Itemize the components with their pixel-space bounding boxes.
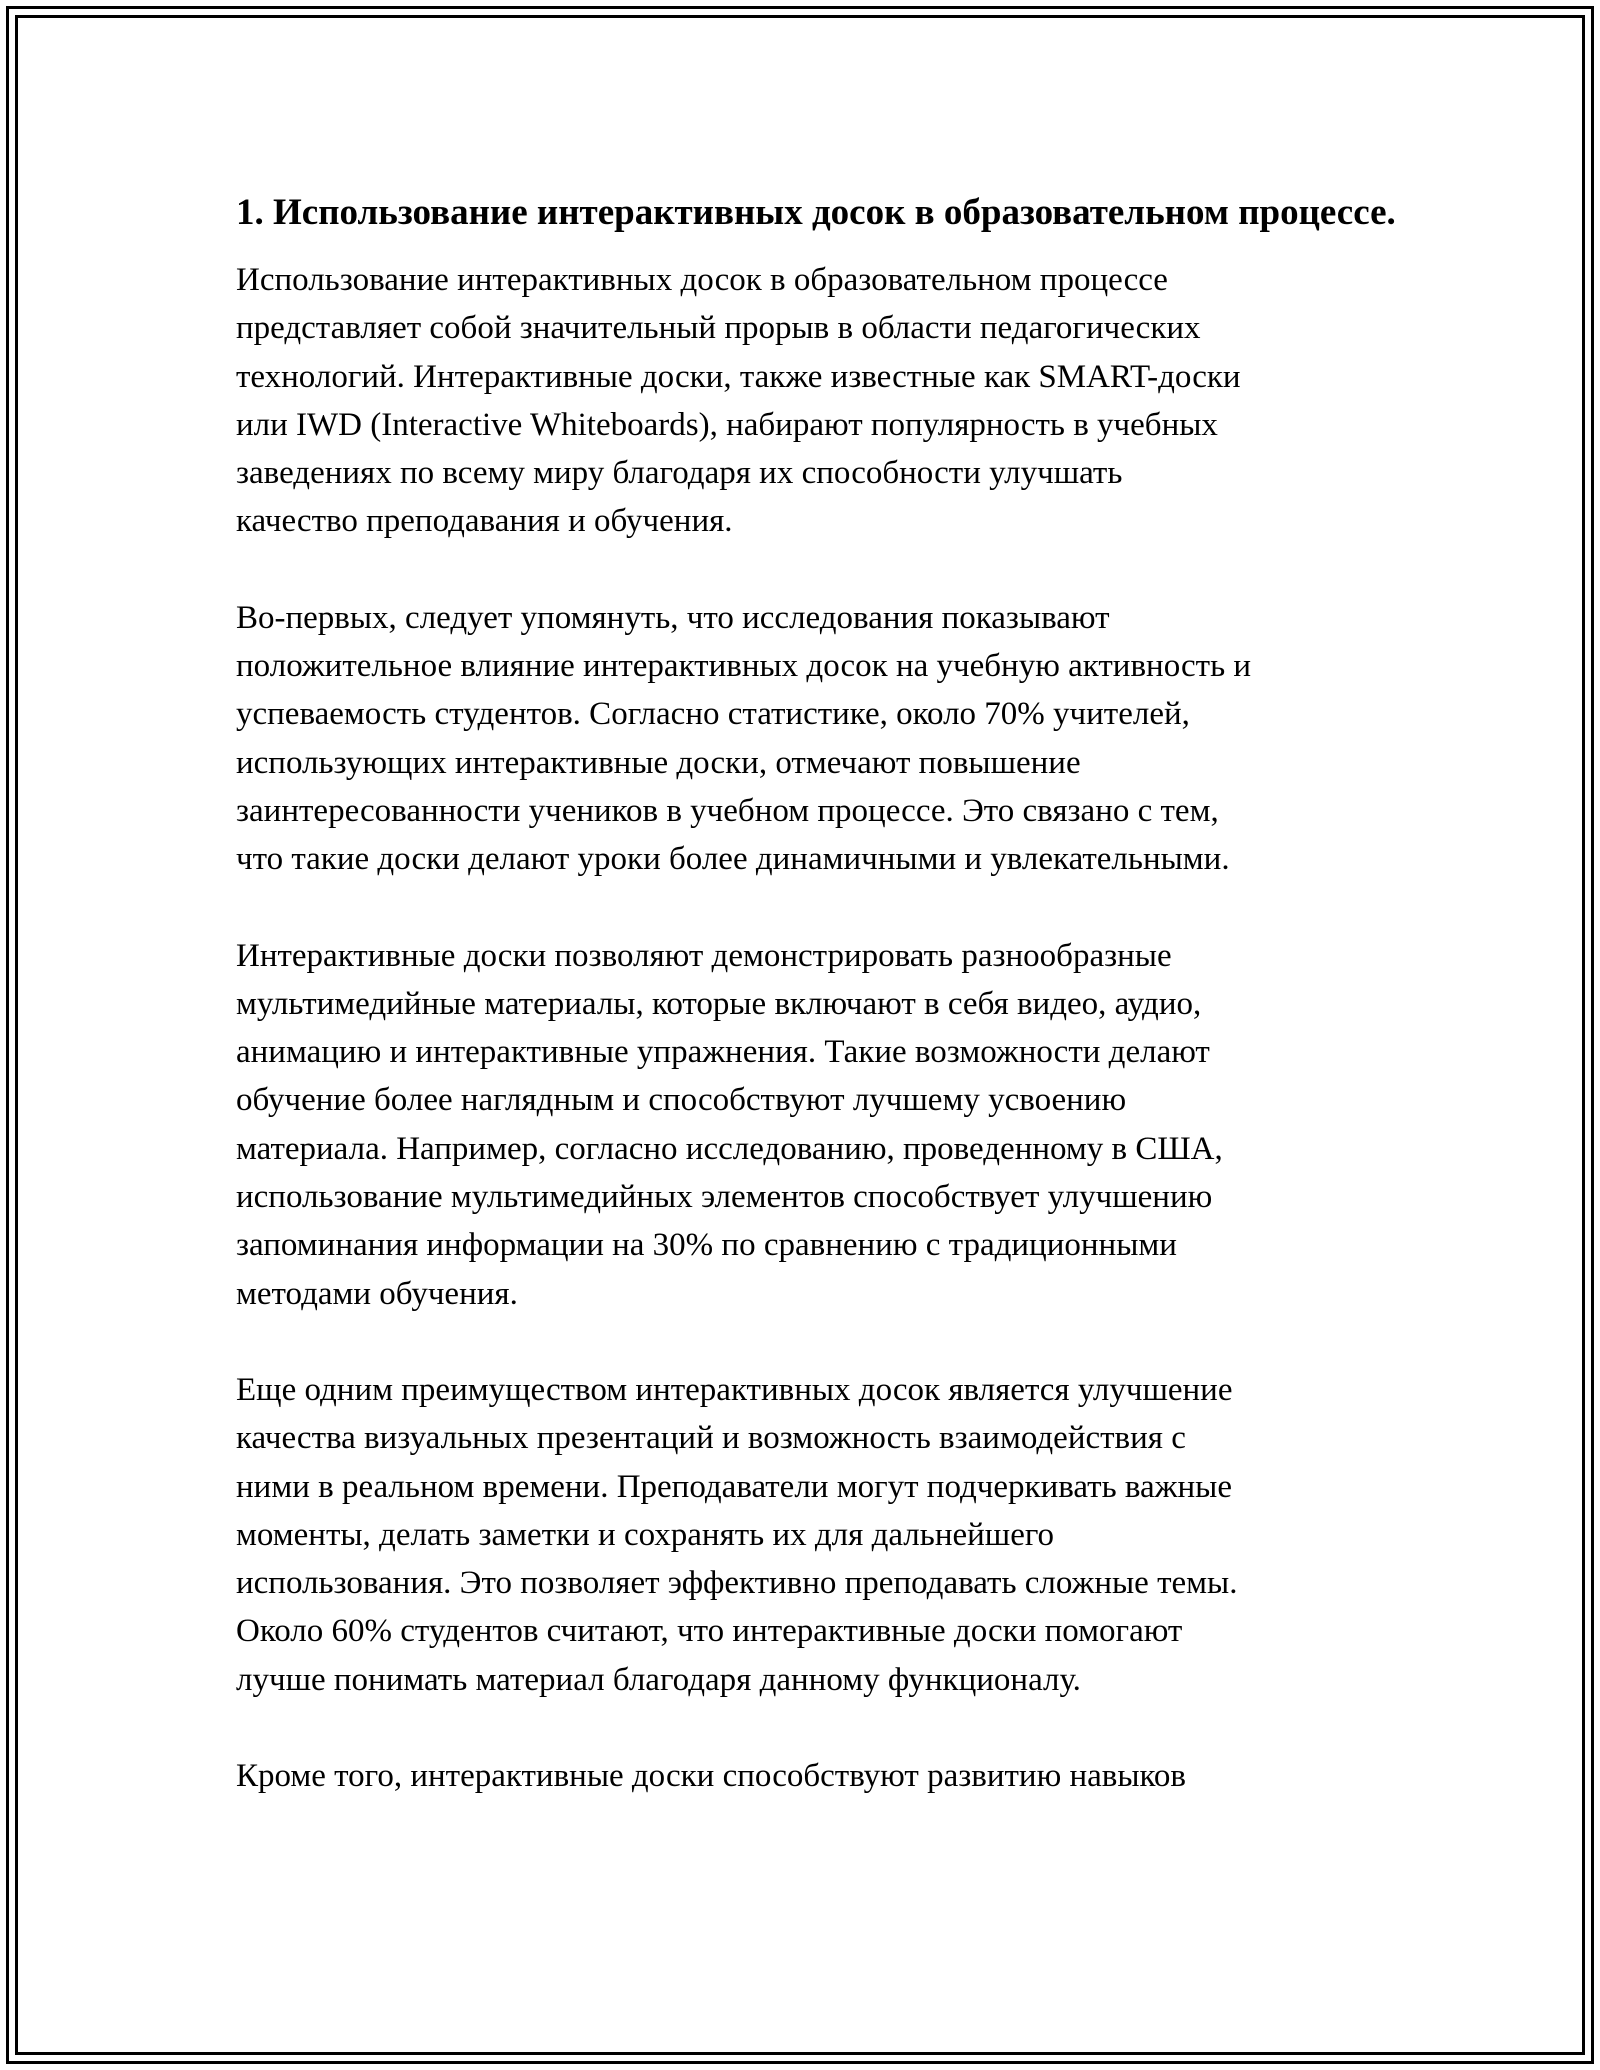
section-heading: 1. Использование интерактивных досок в образовательном процессе. [236, 192, 1396, 233]
paragraph-2: Во-первых, следует упомянуть, что исследования показывают положительное влияние интерактивных досок на учебную активность и успеваемость студентов. Согласно статистике, около 70% учителей, использующих интерактивные доски, отмечают повышение заинтересованности учеников в учебном процессе. Это связано с тем, что такие доски делают уроки более динамичными и увлекательными. [236, 599, 1252, 878]
paragraph-5: Кроме того, интерактивные доски способствуют развитию навыков [236, 1758, 1186, 1795]
document-page [236, 185, 1396, 1848]
paragraph-1: Использование интерактивных досок в образовательном процессе представляет собой значительный прорыв в области педагогических технологий. Интерактивные доски, также известные как SMART-доски или IWD (Interactive Whiteboards), набирают популярность в учебных заведениях по всему миру благодаря их способности улучшать качество преподавания и обучения. [236, 262, 1241, 540]
paragraph-3: Интерактивные доски позволяют демонстрировать разнообразные мультимедийные материалы, которые включают в себя видео, аудио, анимацию и интерактивные упражнения. Такие возможности делают обучение более наглядным и способствуют лучшему усвоению материала. Например, согласно исследованию, проведенному в США, использование мультимедийных элементов способствует улучшению запоминания информации на 30% по сравнению с традиционными методами обучения. [236, 937, 1223, 1312]
paragraph-4: Еще одним преимуществом интерактивных досок является улучшение качества визуальных презентаций и возможность взаимодействия с ними в реальном времени. Преподаватели могут подчеркивать важные моменты, делать заметки и сохранять их для дальнейшего использования. Это позволяет эффективно преподавать сложные темы. Около 60% студентов считают, что интерактивные доски помогают лучше понимать материал благодаря данному функционалу. [236, 1371, 1238, 1698]
